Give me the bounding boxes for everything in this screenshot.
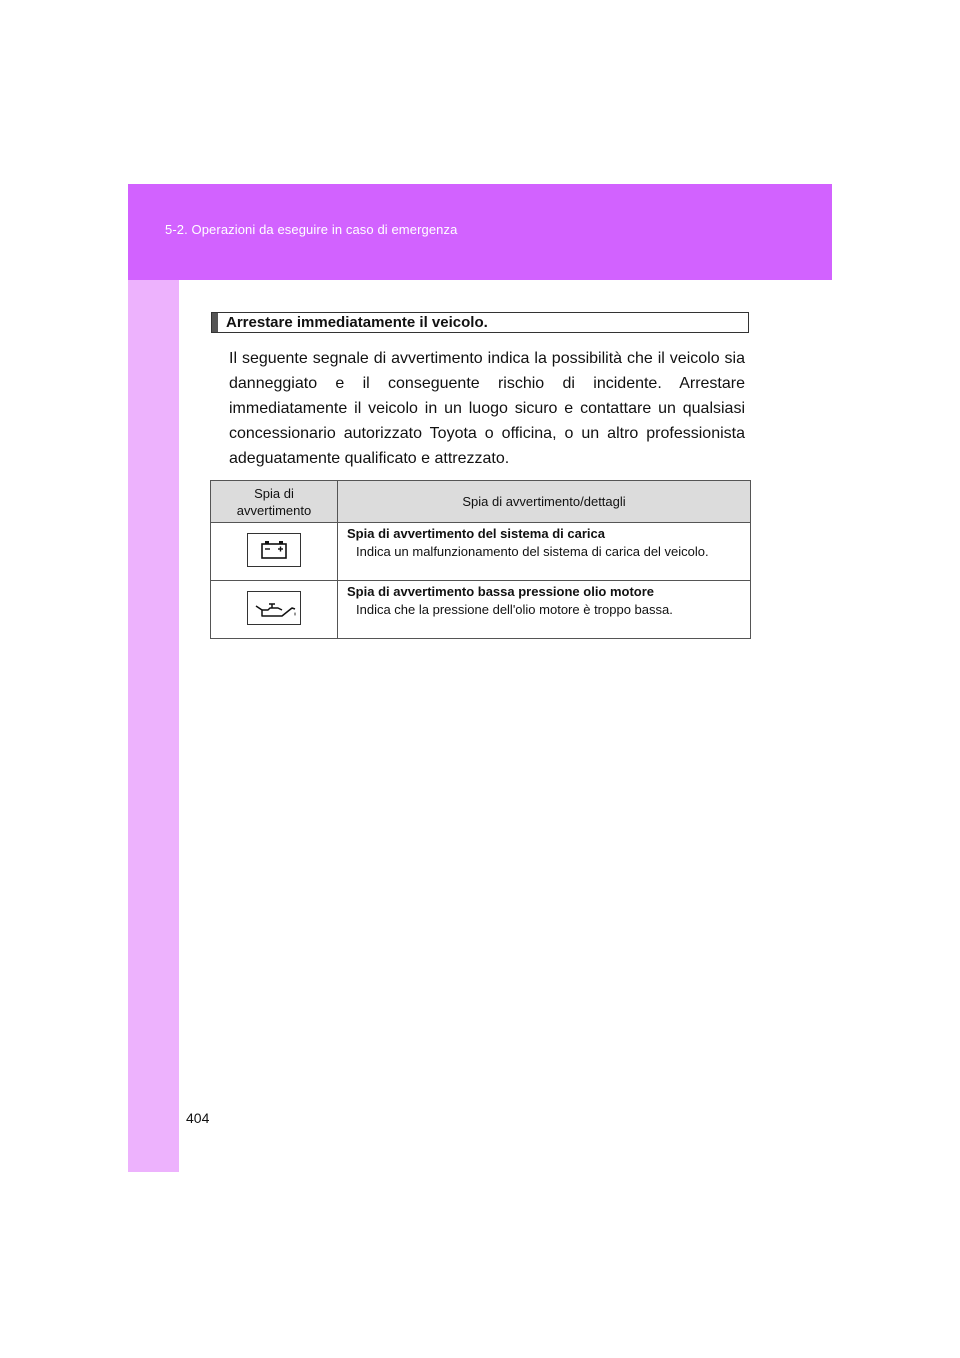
column-header-light: Spia di avvertimento <box>211 481 338 523</box>
section-breadcrumb: 5-2. Operazioni da eseguire in caso di emergenza <box>165 222 458 237</box>
description-cell <box>338 581 751 639</box>
battery-icon <box>247 533 301 567</box>
table-row <box>211 581 751 639</box>
icon-cell <box>211 581 338 639</box>
oil-can-icon <box>247 591 301 625</box>
side-strip <box>128 280 179 1172</box>
warning-detail: Indica che la pressione dell'olio motore è troppo bassa. <box>356 602 673 617</box>
warning-table <box>210 480 751 639</box>
column-header-details: Spia di avvertimento/dettagli <box>338 481 751 523</box>
table-header-row <box>211 481 751 523</box>
warning-detail: Indica un malfunzionamento del sistema di carica del veicolo. <box>356 544 709 559</box>
heading-text: Arrestare immediatamente il veicolo. <box>226 314 488 331</box>
warning-title: Spia di avvertimento bassa pressione olio motore <box>347 584 655 599</box>
page-number: 404 <box>186 1110 210 1126</box>
warning-title: Spia di avvertimento del sistema di carica <box>347 526 605 541</box>
body-paragraph: Il seguente segnale di avvertimento indica la possibilità che il veicolo sia danneggiato e il conseguente rischio di incidente. Arrestare immediatamente il veicolo in un luogo sicuro e contattare un qualsiasi concessionario autorizzato Toyota o officina, o un altro professionista adeguatamente qualificato e attrezzato. <box>229 350 745 467</box>
table-row <box>211 523 751 581</box>
section-heading <box>211 312 749 333</box>
description-cell <box>338 523 751 581</box>
heading-marker <box>212 313 218 332</box>
icon-cell <box>211 523 338 581</box>
